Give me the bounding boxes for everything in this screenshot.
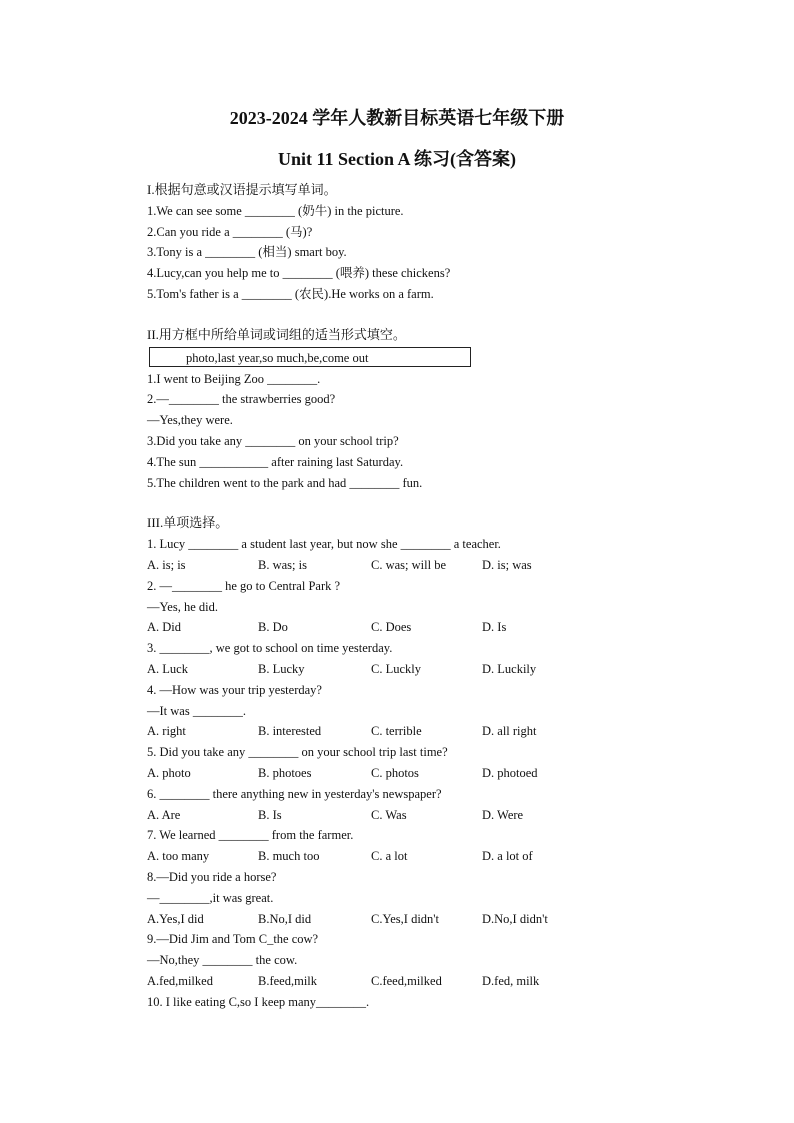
question-stem: 1. Lucy ________ a student last year, but now she ________ a teacher.	[147, 537, 501, 552]
question-9	[147, 929, 707, 991]
section1-item-3: 3.Tony is a ________ (相当) smart boy.	[147, 245, 347, 260]
option-d: D. is; was	[482, 557, 532, 572]
section1-item-1: 1.We can see some ________ (奶牛) in the picture.	[147, 203, 404, 218]
option-c: C. a lot	[371, 849, 408, 864]
options-row	[147, 909, 707, 930]
option-b: B. interested	[258, 724, 322, 739]
options-row	[147, 805, 707, 826]
question-5	[147, 742, 707, 784]
page-title: 2023-2024 学年人教新目标英语七年级下册	[229, 108, 565, 128]
options-row	[147, 617, 707, 638]
option-a: A. is; is	[147, 557, 186, 572]
option-a: A. photo	[147, 765, 191, 780]
option-c: C. photos	[371, 765, 419, 780]
option-b: B. much too	[258, 849, 320, 864]
question-8	[147, 867, 707, 929]
section1-item-2: 2.Can you ride a ________ (马)?	[147, 224, 313, 239]
option-b: B. Is	[258, 807, 282, 822]
question-stem: 7. We learned ________ from the farmer.	[147, 828, 354, 843]
option-a: A.fed,milked	[147, 973, 213, 988]
section2-item-1: 1.I went to Beijing Zoo ________.	[147, 371, 321, 386]
option-c: C. was; will be	[371, 557, 446, 572]
option-c: C. terrible	[371, 724, 422, 739]
option-b: B.feed,milk	[258, 973, 318, 988]
word-box: photo,last year,so much,be,come out	[149, 347, 471, 367]
option-a: A. Are	[147, 807, 181, 822]
page-subtitle: Unit 11 Section A 练习(含答案)	[277, 149, 516, 169]
option-c: C. Does	[371, 620, 412, 635]
option-c: C. Was	[371, 807, 407, 822]
option-d: D. Is	[482, 620, 507, 635]
section2-item-2: 2.—________ the strawberries good?	[147, 392, 336, 407]
question-4	[147, 680, 707, 742]
option-a: A. Did	[147, 620, 182, 635]
option-d: D.fed, milk	[482, 973, 540, 988]
question-stem: 5. Did you take any ________ on your school trip last time?	[147, 745, 448, 760]
question-stem-reply: —________,it was great.	[147, 890, 274, 905]
section3-heading: III.单项选择。	[147, 515, 229, 531]
option-c: C.Yes,I didn't	[371, 911, 440, 926]
question-stem: 2. —________ he go to Central Park ?	[147, 578, 341, 593]
question-2	[147, 576, 707, 638]
question-stem-reply: —Yes, he did.	[147, 599, 218, 614]
question-stem: 3. ________, we got to school on time yesterday.	[147, 641, 393, 656]
option-a: A. too many	[147, 849, 210, 864]
question-stem: 4. —How was your trip yesterday?	[147, 682, 322, 697]
options-row	[147, 659, 707, 680]
options-row	[147, 846, 707, 867]
options-row	[147, 763, 707, 784]
worksheet-content	[147, 180, 707, 1012]
option-a: A. right	[147, 724, 186, 739]
option-b: B. Do	[258, 620, 288, 635]
option-d: D. Luckily	[482, 661, 537, 676]
option-b: B. photoes	[258, 765, 312, 780]
option-d: D.No,I didn't	[482, 911, 548, 926]
question-3	[147, 638, 707, 680]
option-a: A. Luck	[147, 661, 188, 676]
section2-item-2-answer: —Yes,they were.	[147, 413, 233, 428]
question-stem: 10. I like eating C,so I keep many________.	[147, 994, 370, 1009]
options-row	[147, 971, 707, 992]
option-c: C. Luckly	[371, 661, 421, 676]
option-d: D. a lot of	[482, 849, 533, 864]
section1-item-4: 4.Lucy,can you help me to ________ (喂养) these chickens?	[147, 266, 451, 281]
question-stem-reply: —It was ________.	[147, 703, 246, 718]
option-a: A.Yes,I did	[147, 911, 204, 926]
question-7	[147, 825, 707, 867]
question-stem-reply: —No,they ________ the cow.	[147, 953, 298, 968]
section1-item-5: 5.Tom's father is a ________ (农民).He works on a farm.	[147, 286, 434, 301]
section2-item-4: 4.The sun ___________ after raining last Saturday.	[147, 454, 404, 469]
option-c: C.feed,milked	[371, 973, 442, 988]
section2-item-3: 3.Did you take any ________ on your school trip?	[147, 433, 399, 448]
question-6	[147, 784, 707, 826]
option-b: B. was; is	[258, 557, 307, 572]
section1-heading: I.根据句意或汉语提示填写单词。	[147, 182, 337, 197]
section2-item-5: 5.The children went to the park and had ________ fun.	[147, 475, 423, 490]
question-1	[147, 534, 707, 576]
question-10	[147, 992, 707, 1013]
question-stem: 8.—Did you ride a horse?	[147, 869, 277, 884]
question-stem: 6. ________ there anything new in yesterday's newspaper?	[147, 786, 442, 801]
option-d: D. Were	[482, 807, 524, 822]
question-stem: 9.—Did Jim and Tom C_the cow?	[147, 932, 319, 947]
option-d: D. all right	[482, 724, 537, 739]
options-row	[147, 555, 707, 576]
option-b: B.No,I did	[258, 911, 312, 926]
option-b: B. Lucky	[258, 661, 305, 676]
option-d: D. photoed	[482, 765, 538, 780]
options-row	[147, 721, 707, 742]
section2-heading: II.用方框中所给单词或词组的适当形式填空。	[147, 326, 406, 342]
